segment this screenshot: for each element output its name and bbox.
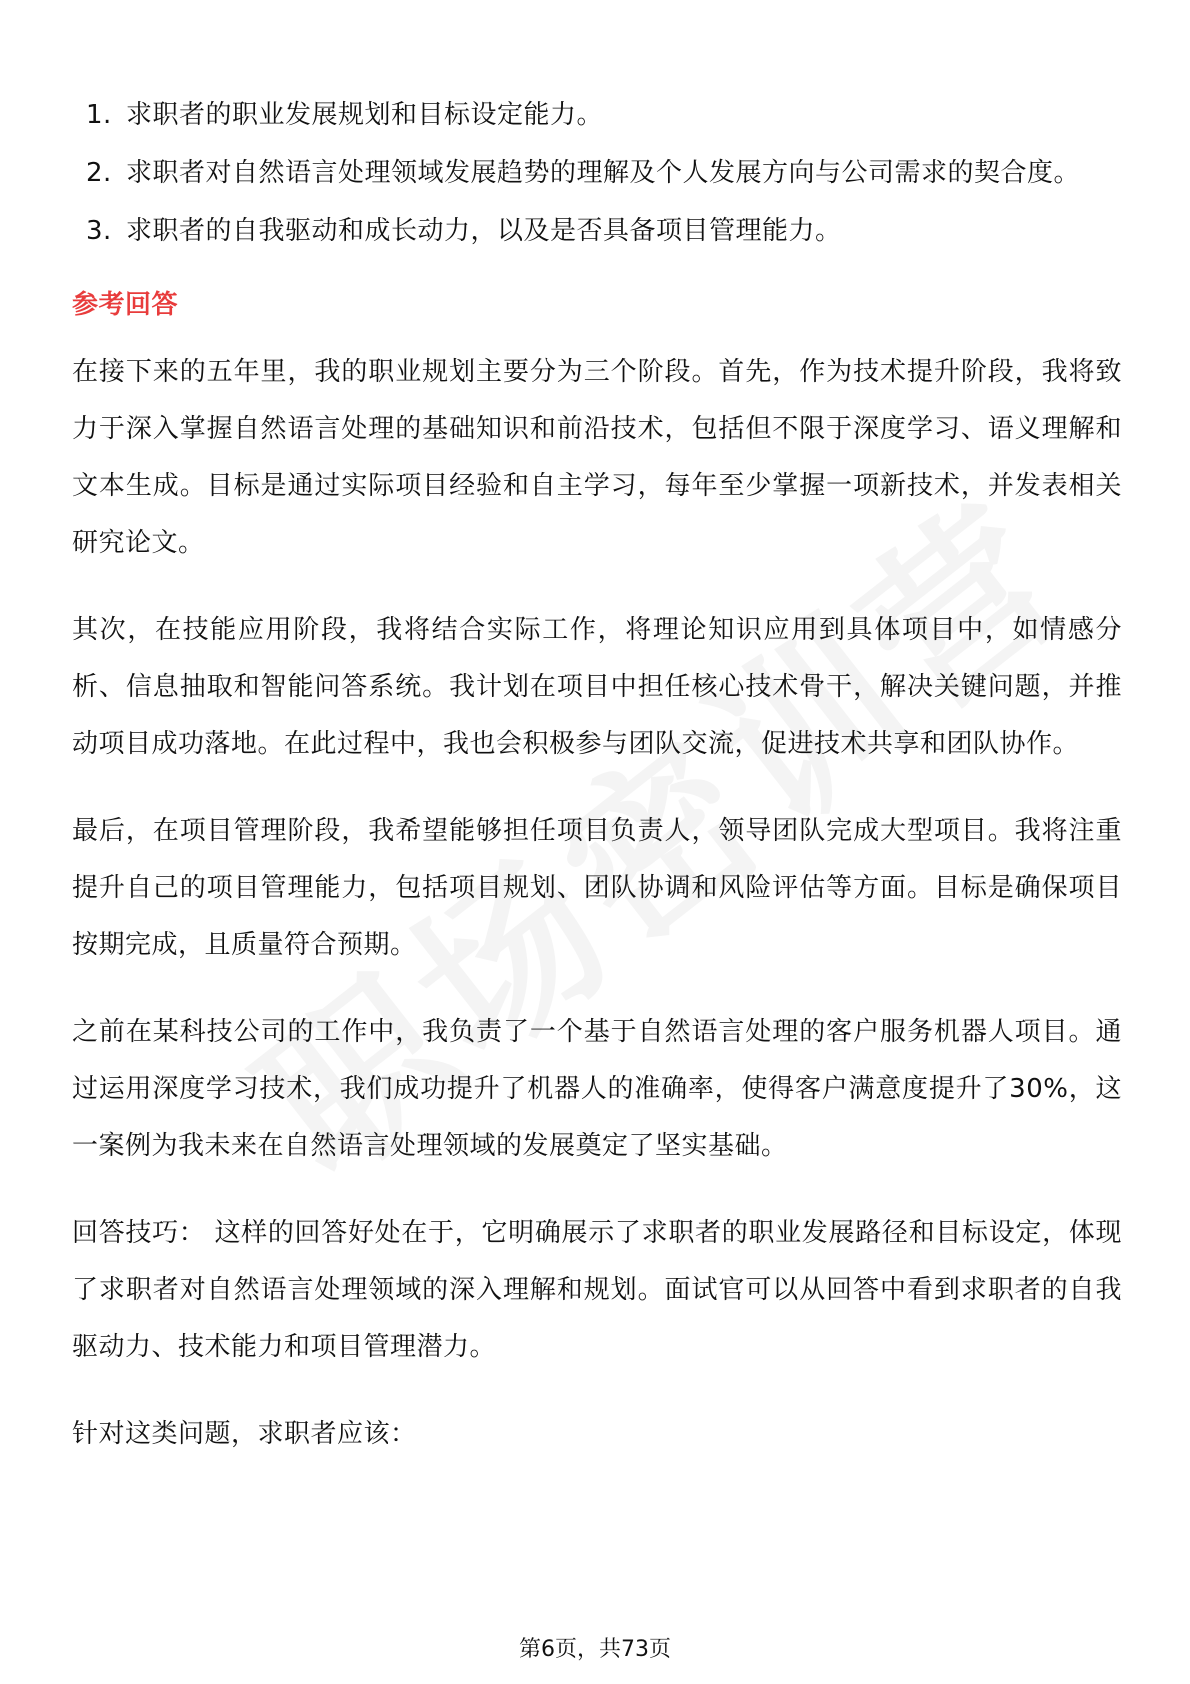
- page-content: [72, 86, 1122, 1493]
- list-item: [72, 202, 1122, 260]
- list-item: [72, 86, 1122, 144]
- paragraph: 之前在某科技公司的工作中，我负责了一个基于自然语言处理的客户服务机器人项目。通过运用深度学习技术，我们成功提升了机器人的准确率，使得客户满意度提升了30%，这一案例为我未来在自然语言处理领域的发展奠定了坚实基础。: [72, 1017, 1122, 1161]
- section-heading: 参考回答: [72, 290, 179, 320]
- list-item-text: 求职者对自然语言处理领域发展趋势的理解及个人发展方向与公司需求的契合度。: [126, 158, 1081, 188]
- paragraph: 回答技巧： 这样的回答好处在于，它明确展示了求职者的职业发展路径和目标设定，体现了求职者对自然语言处理领域的深入理解和规划。面试官可以从回答中看到求职者的自我驱动力、技术能力和项目管理潜力。: [72, 1218, 1122, 1362]
- list-item-number: 3.: [86, 216, 112, 246]
- list-item-text: 求职者的职业发展规划和目标设定能力。: [126, 100, 604, 130]
- paragraph: 在接下来的五年里，我的职业规划主要分为三个阶段。首先，作为技术提升阶段，我将致力于深入掌握自然语言处理的基础知识和前沿技术，包括但不限于深度学习、语义理解和文本生成。目标是通过实际项目经验和自主学习，每年至少掌握一项新技术，并发表相关研究论文。: [72, 357, 1122, 558]
- list-item-text: 求职者的自我驱动和成长动力，以及是否具备项目管理能力。: [126, 216, 842, 246]
- paragraph: 其次，在技能应用阶段，我将结合实际工作，将理论知识应用到具体项目中，如情感分析、信息抽取和智能问答系统。我计划在项目中担任核心技术骨干，解决关键问题，并推动项目成功落地。在此过程中，我也会积极参与团队交流，促进技术共享和团队协作。: [72, 615, 1122, 759]
- list-item-number: 1.: [86, 100, 112, 130]
- paragraph: 最后，在项目管理阶段，我希望能够担任项目负责人，领导团队完成大型项目。我将注重提升自己的项目管理能力，包括项目规划、团队协调和风险评估等方面。目标是确保项目按期完成，且质量符合预期。: [72, 816, 1122, 960]
- numbered-list: [72, 86, 1122, 260]
- list-item: [72, 144, 1122, 202]
- paragraph: 针对这类问题，求职者应该：: [72, 1419, 417, 1449]
- page-footer: 第6页，共73页: [519, 1637, 671, 1662]
- list-item-number: 2.: [86, 158, 112, 188]
